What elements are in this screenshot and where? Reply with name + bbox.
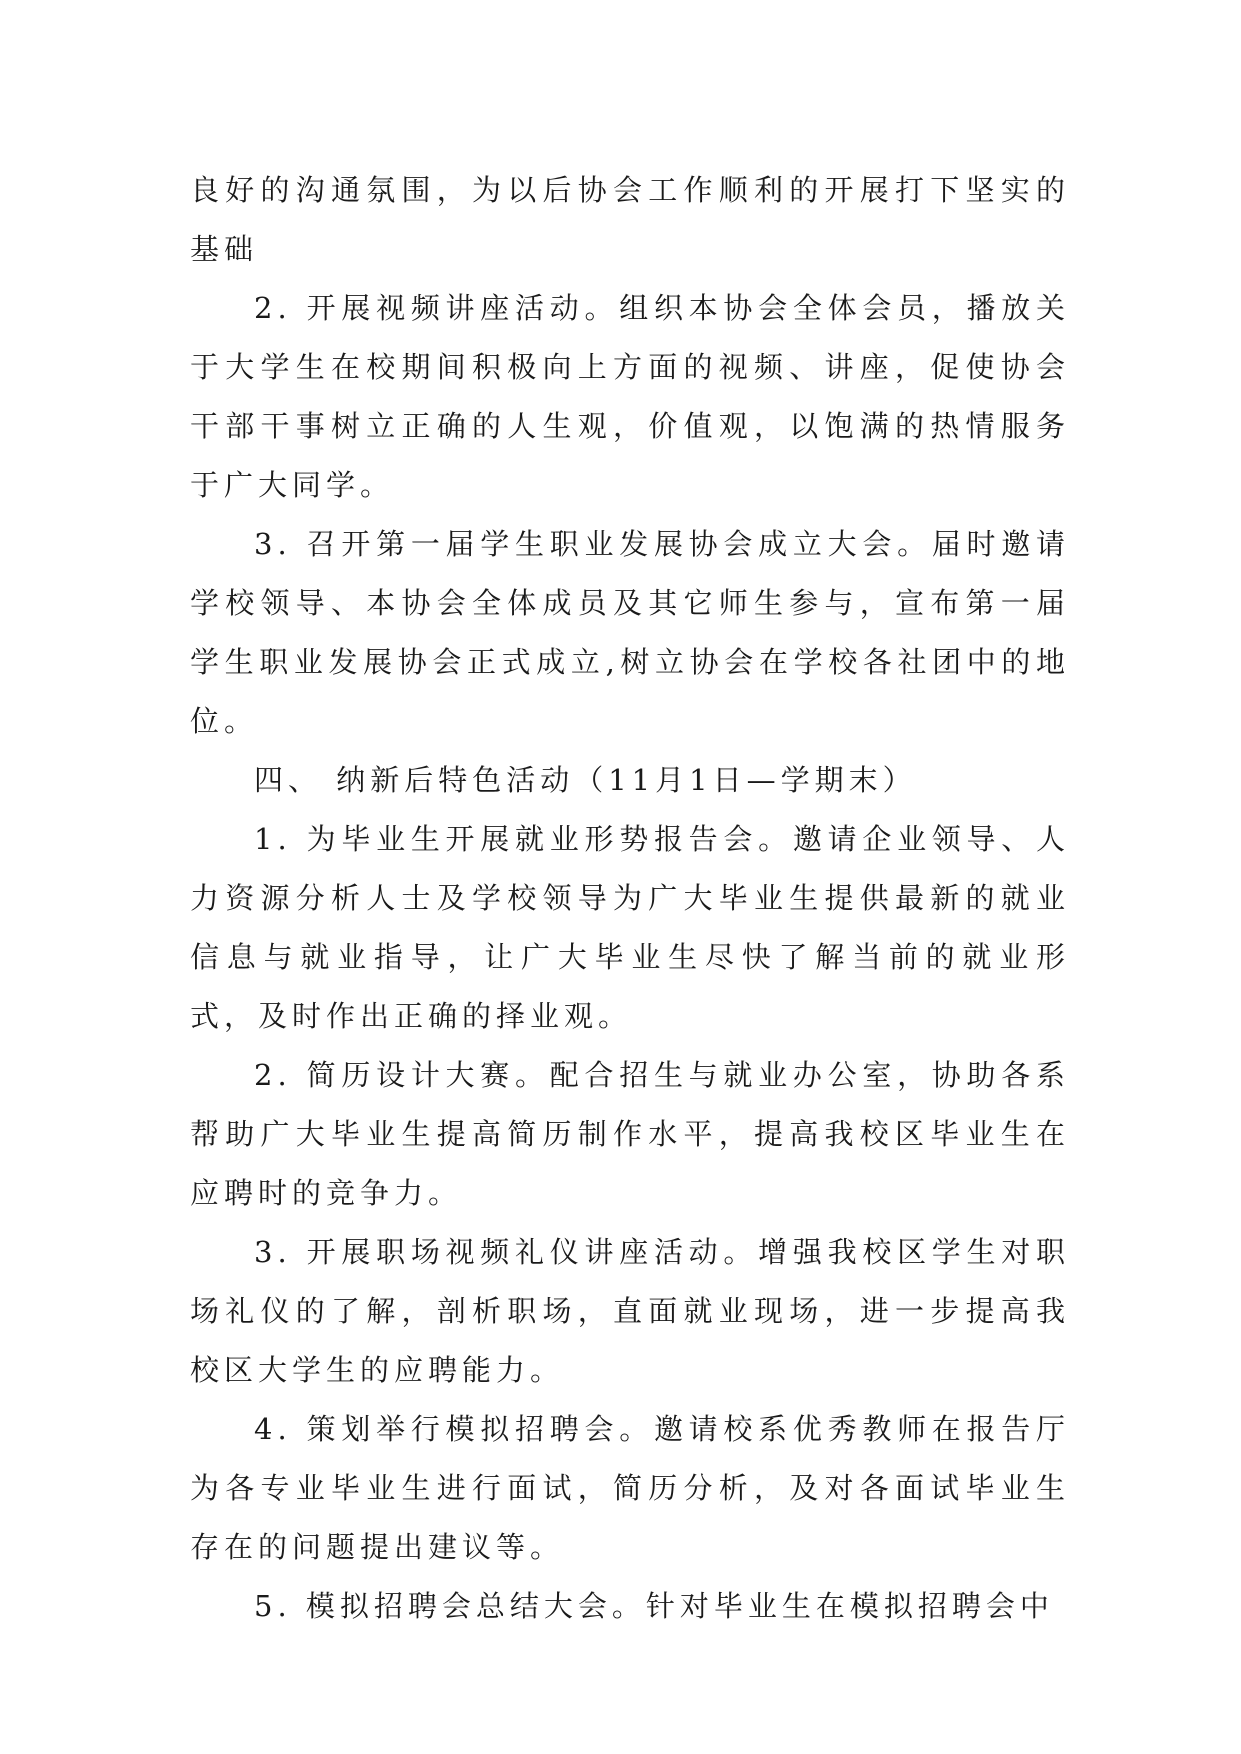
paragraph-employment-report: 1. 为毕业生开展就业形势报告会。邀请企业领导、人力资源分析人士及学校领导为广大毕业生提供最新的就业信息与就业指导，让广大毕业生尽快了解当前的就业形式，及时作出正确的择业观。 (190, 822, 1070, 1033)
document-page (190, 161, 1070, 1636)
paragraph-mock-recruitment: 4. 策划举行模拟招聘会。邀请校系优秀教师在报告厅为各专业毕业生进行面试，简历分析，及对各面试毕业生存在的问题提出建议等。 (190, 1412, 1070, 1564)
paragraph-etiquette-lecture: 3. 开展职场视频礼仪讲座活动。增强我校区学生对职场礼仪的了解，剖析职场，直面就业现场，进一步提高我校区大学生的应聘能力。 (190, 1235, 1070, 1387)
paragraph-recruitment-summary: 5. 模拟招聘会总结大会。针对毕业生在模拟招聘会中 (254, 1589, 1054, 1623)
section-heading-activities: 四、 纳新后特色活动（11月1日—学期末） (254, 763, 917, 797)
paragraph-continuation: 良好的沟通氛围，为以后协会工作顺利的开展打下坚实的基础 (190, 173, 1070, 266)
paragraph-video-lecture: 2. 开展视频讲座活动。组织本协会全体会员，播放关于大学生在校期间积极向上方面的视频、讲座，促使协会干部干事树立正确的人生观，价值观，以饱满的热情服务于广大同学。 (190, 291, 1070, 502)
paragraph-resume-contest: 2. 简历设计大赛。配合招生与就业办公室，协助各系帮助广大毕业生提高简历制作水平，提高我校区毕业生在应聘时的竞争力。 (190, 1058, 1070, 1210)
paragraph-founding-meeting: 3. 召开第一届学生职业发展协会成立大会。届时邀请学校领导、本协会全体成员及其它师生参与，宣布第一届学生职业发展协会正式成立,树立协会在学校各社团中的地位。 (190, 527, 1070, 738)
